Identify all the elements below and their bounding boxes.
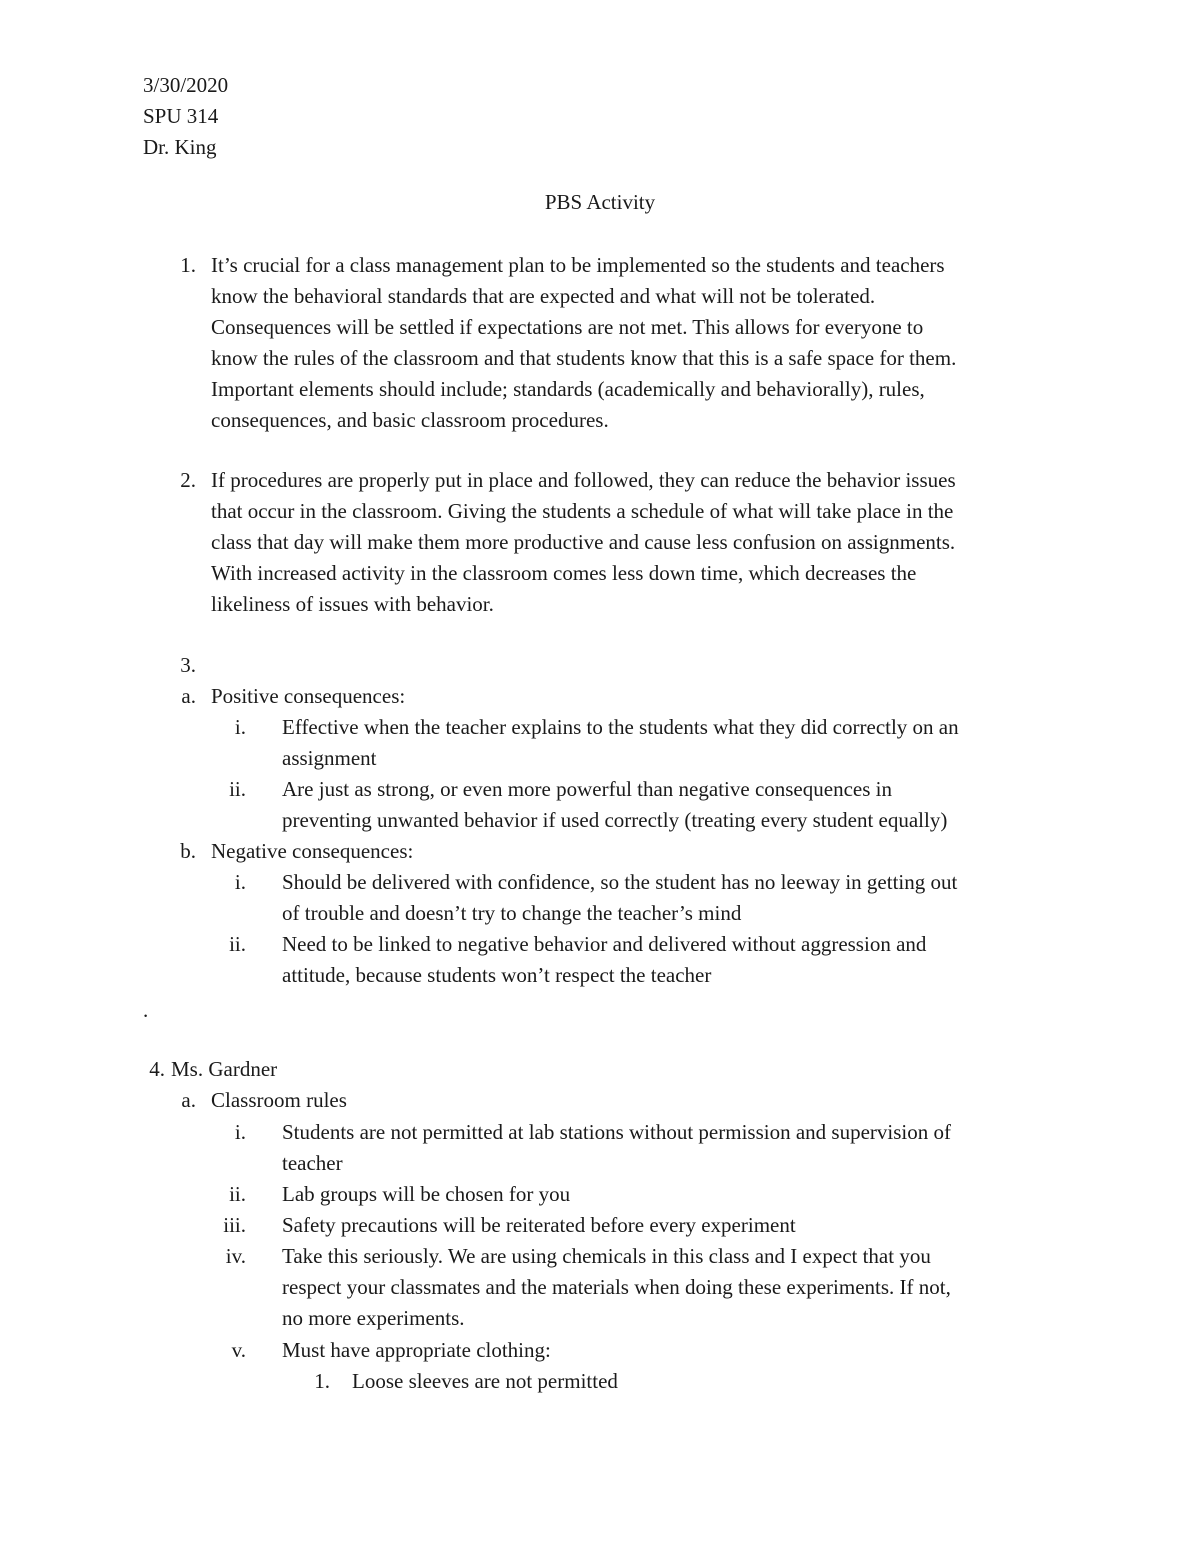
list-number: 4. (149, 1057, 165, 1081)
list-letter: a. (181, 1088, 196, 1112)
list-item-line: Effective when the teacher explains to the students what they did correctly on an (282, 715, 959, 739)
paragraph-line: know the rules of the classroom and that students know that this is a safe space for them. (211, 346, 957, 370)
list-item-line: Should be delivered with confidence, so the student has no leeway in getting out (282, 870, 958, 894)
header-course: SPU 314 (143, 104, 219, 128)
list-roman: iii. (223, 1213, 246, 1237)
list-roman: i. (234, 870, 246, 894)
list-roman: ii. (229, 777, 246, 801)
list-item-line: of trouble and doesn’t try to change the teacher’s mind (282, 901, 742, 925)
list-item-line: Loose sleeves are not permitted (352, 1369, 618, 1393)
list-item-line: Take this seriously. We are using chemicals in this class and I expect that you (282, 1244, 931, 1268)
list-item-line: preventing unwanted behavior if used correctly (treating every student equally) (282, 808, 948, 832)
list-number: 3. (180, 653, 196, 677)
paragraph-line: likeliness of issues with behavior. (211, 592, 494, 616)
sublist-label: Positive consequences: (211, 684, 406, 708)
paragraph-line: Consequences will be settled if expectations are not met. This allows for everyone to (211, 315, 924, 339)
document-title: PBS Activity (544, 190, 656, 214)
paragraph-line: consequences, and basic classroom procedures. (211, 408, 609, 432)
list-item-line: respect your classmates and the materials when doing these experiments. If not, (282, 1275, 951, 1299)
list-number: 1. (180, 253, 196, 277)
list-item-line: assignment (282, 746, 377, 770)
paragraph-line: class that day will make them more productive and cause less confusion on assignments. (211, 530, 956, 554)
sublist-label: Negative consequences: (211, 839, 414, 863)
list-letter: b. (180, 839, 196, 863)
list-letter: a. (181, 684, 196, 708)
list-roman: i. (234, 1120, 246, 1144)
list-roman: iv. (225, 1244, 246, 1268)
list-roman: i. (234, 715, 246, 739)
paragraph-line: know the behavioral standards that are expected and what will not be tolerated. (211, 284, 876, 308)
paragraph-line: If procedures are properly put in place and followed, they can reduce the behavior issues (211, 468, 956, 492)
paragraph-line: It’s crucial for a class management plan to be implemented so the students and teachers (211, 253, 945, 277)
list-item-line: Safety precautions will be reiterated before every experiment (282, 1213, 796, 1237)
paragraph-line: Important elements should include; standards (academically and behaviorally), rules, (211, 377, 925, 401)
paragraph-line: that occur in the classroom. Giving the students a schedule of what will take place in the (211, 499, 954, 523)
stray-dot: . (143, 998, 149, 1022)
list-roman: v. (231, 1338, 246, 1362)
list-number: 1. (314, 1369, 330, 1393)
paragraph-line: With increased activity in the classroom comes less down time, which decreases the (211, 561, 917, 585)
list-item-line: Lab groups will be chosen for you (282, 1182, 571, 1206)
header-instructor: Dr. King (143, 135, 217, 159)
list-item-line: Students are not permitted at lab stations without permission and supervision of (282, 1120, 951, 1144)
section-label: Ms. Gardner (171, 1057, 278, 1081)
list-item-line: Must have appropriate clothing: (282, 1338, 551, 1362)
list-item-line: Are just as strong, or even more powerful than negative consequences in (282, 777, 892, 801)
list-roman: ii. (229, 932, 246, 956)
list-item-line: Need to be linked to negative behavior and delivered without aggression and (282, 932, 927, 956)
list-item-line: attitude, because students won’t respect the teacher (282, 963, 712, 987)
list-item-line: teacher (282, 1151, 343, 1175)
list-roman: ii. (229, 1182, 246, 1206)
sublist-label: Classroom rules (211, 1088, 347, 1112)
list-item-line: no more experiments. (282, 1306, 465, 1330)
header-date: 3/30/2020 (143, 73, 229, 97)
list-number: 2. (180, 468, 196, 492)
